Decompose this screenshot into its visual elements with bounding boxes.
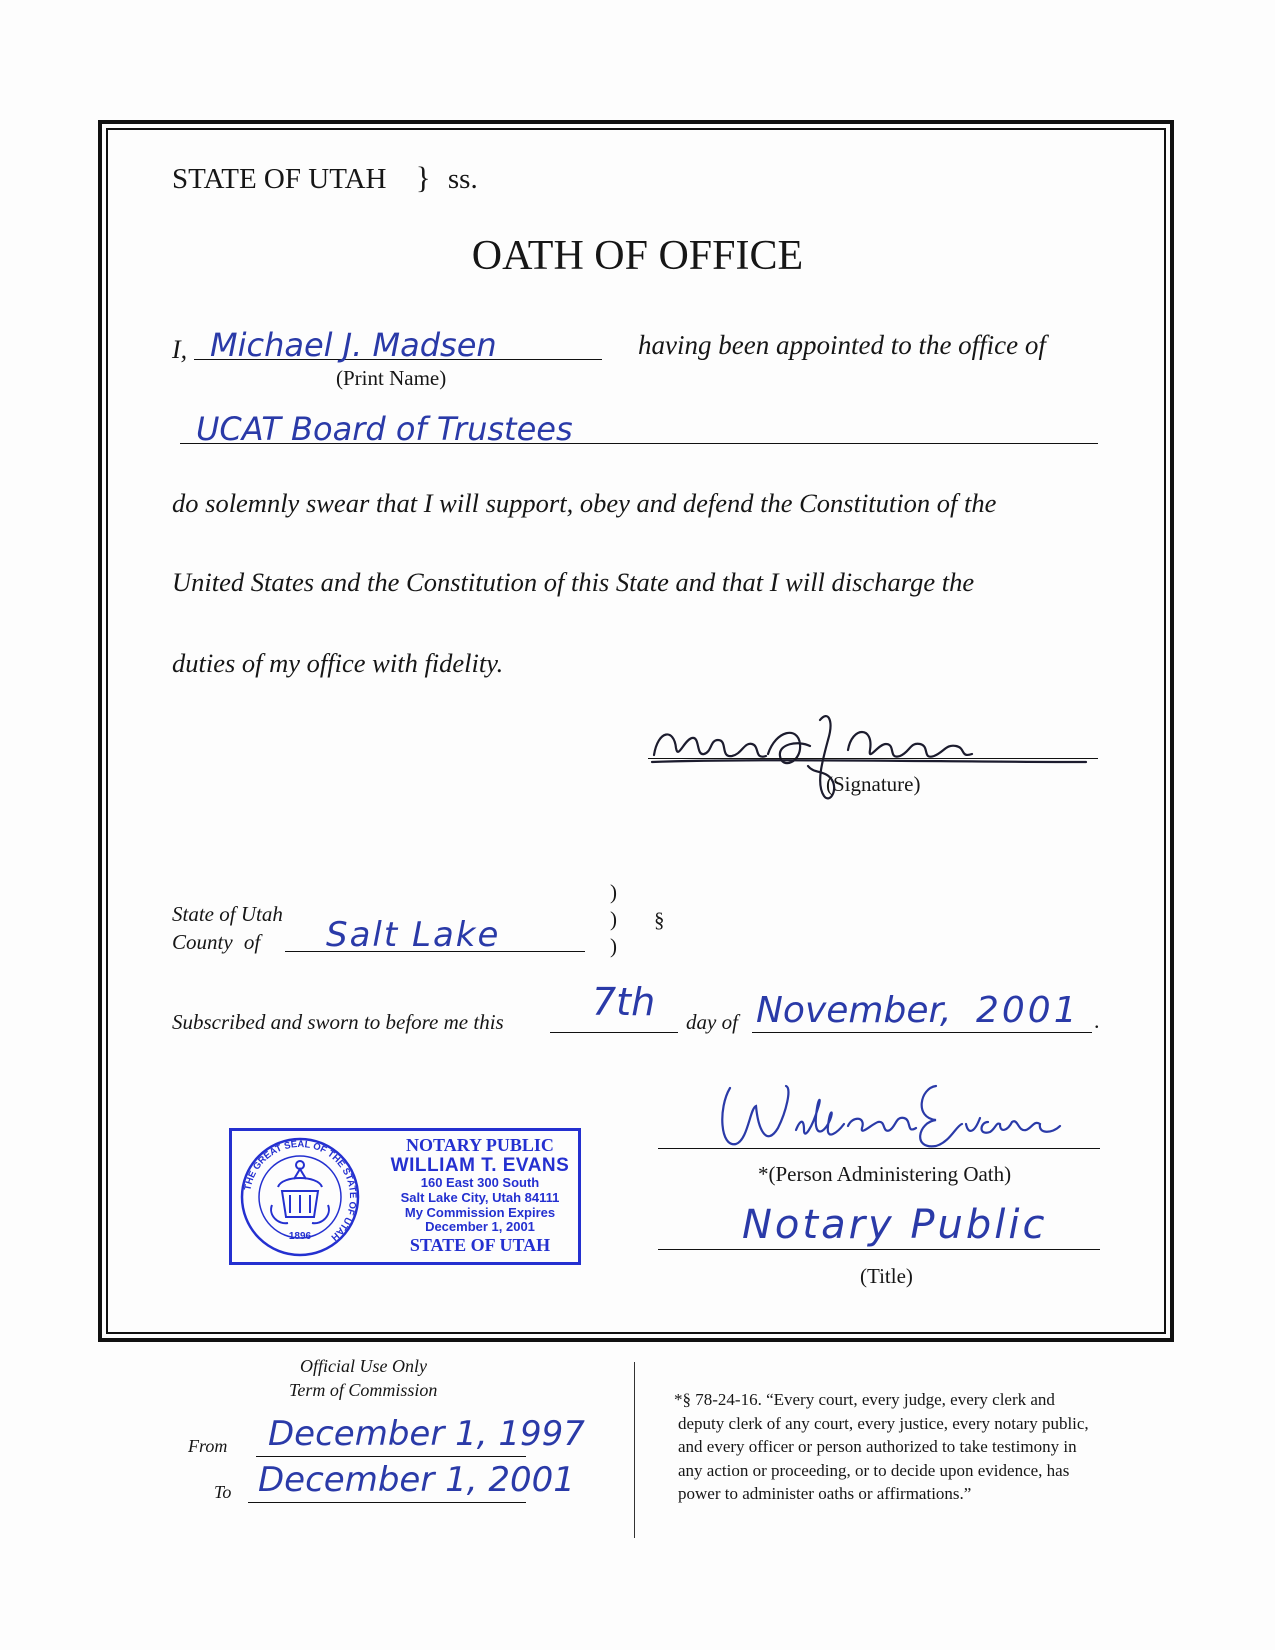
- footnote-line-1: *§ 78-24-16. “Every court, every judge, every clerk and: [674, 1390, 1055, 1409]
- title-handwritten: Notary Public: [742, 1202, 1048, 1248]
- vertical-divider: [634, 1362, 635, 1538]
- from-line: [256, 1456, 526, 1457]
- month-line: [752, 1032, 1092, 1033]
- stamp-line-5: My Commission Expires: [404, 1204, 556, 1220]
- signature-label: (Signature): [826, 772, 921, 796]
- administrator-label: *(Person Administering Oath): [758, 1162, 1012, 1186]
- footnote-line-3: and every officer or person authorized to take testimony in: [678, 1437, 1077, 1456]
- footnote-line-2: deputy clerk of any court, every justice, every notary public,: [678, 1413, 1089, 1433]
- official-use-heading: Official Use Only: [300, 1356, 427, 1376]
- to-label: To: [214, 1482, 232, 1502]
- county-handwritten: Salt Lake: [326, 915, 501, 955]
- from-handwritten: December 1, 1997: [268, 1414, 585, 1454]
- footnote-line-4: any action or proceeding, or to decide upon evidence, has: [678, 1460, 1070, 1480]
- venue-county-label: County of: [172, 930, 261, 954]
- notary-stamp: [229, 1128, 581, 1265]
- signature-line: [648, 758, 1098, 759]
- venue-state: State of Utah: [172, 902, 283, 926]
- term-heading: Term of Commission: [289, 1380, 438, 1400]
- stamp-line-3: 160 East 300 South: [420, 1175, 540, 1191]
- state-line: STATE OF UTAH: [172, 163, 387, 195]
- oath-body-line-3: duties of my office with fidelity.: [172, 648, 504, 678]
- document-title: OATH OF OFFICE: [471, 233, 804, 279]
- administrator-line: [658, 1148, 1100, 1149]
- day-of-text: day of: [686, 1010, 738, 1034]
- year-handwritten: 2001: [976, 990, 1080, 1031]
- stamp-line-1: NOTARY PUBLIC: [406, 1135, 554, 1155]
- stamp-line-6: December 1, 2001: [425, 1219, 535, 1235]
- stamp-text-block: [382, 1135, 578, 1255]
- venue-paren-2: ): [610, 907, 617, 931]
- oath-prefix: I,: [172, 335, 188, 364]
- from-label: From: [188, 1436, 228, 1456]
- to-line: [248, 1502, 526, 1503]
- brace: }: [415, 160, 431, 195]
- oath-body-line-2: United States and the Constitution of this State and that I will discharge the: [172, 567, 975, 597]
- venue-paren-1: ): [610, 880, 617, 904]
- print-name-label: (Print Name): [336, 366, 447, 390]
- footnote-line-5: power to administer oaths or affirmations.”: [678, 1484, 972, 1503]
- oath-body-line-1: do solemnly swear that I will support, obey and defend the Constitution of the: [172, 488, 997, 518]
- stamp-line-7: STATE OF UTAH: [409, 1234, 551, 1255]
- name-handwritten: Michael J. Madsen: [210, 326, 497, 364]
- ss-label: ss.: [447, 163, 478, 195]
- administrator-signature-image: [700, 1068, 1100, 1158]
- office-handwritten: UCAT Board of Trustees: [196, 410, 573, 448]
- venue-paren-3: ): [610, 934, 617, 958]
- title-label: (Title): [860, 1264, 913, 1288]
- to-handwritten: December 1, 2001: [258, 1460, 575, 1500]
- day-line: [550, 1032, 678, 1033]
- day-handwritten: 7th: [592, 980, 656, 1024]
- stamp-line-2: WILLIAM T. EVANS: [390, 1155, 570, 1177]
- seal-year: 1896: [288, 1231, 312, 1242]
- title-line: [658, 1249, 1100, 1250]
- great-seal-icon: [238, 1135, 362, 1259]
- sworn-period: .: [1094, 1008, 1100, 1033]
- sworn-text: Subscribed and sworn to before me this: [172, 1010, 504, 1034]
- section-symbol: §: [654, 908, 665, 932]
- seal-arc-text: THE GREAT SEAL OF THE STATE OF UTAH: [242, 1138, 359, 1243]
- state-header: [172, 160, 478, 196]
- appointed-text: having been appointed to the office of: [638, 330, 1046, 360]
- month-handwritten: November,: [756, 990, 952, 1031]
- stamp-line-4: Salt Lake City, Utah 84111: [400, 1189, 560, 1205]
- footnote: [674, 1388, 1178, 1506]
